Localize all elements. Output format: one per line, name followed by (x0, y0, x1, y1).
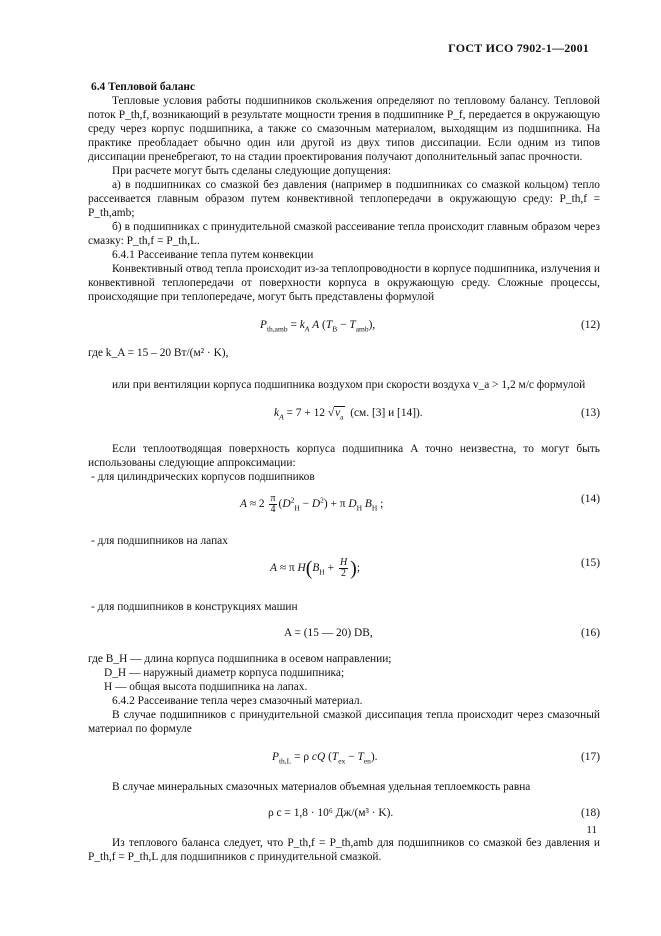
case-feet: - для подшипников на лапах (91, 535, 228, 547)
equation-14 (88, 484, 600, 530)
assumption-b: б) в подшипниках с принудительной смазкой рассеивание тепла происходит главным образом через смазку: P_th,f = P_th,L. (88, 221, 600, 247)
equation-18 (88, 794, 600, 832)
paragraph-mineral: В случае минеральных смазочных материалов объемная удельная теплоемкость равна (112, 781, 531, 793)
case-cylindrical: - для цилиндрических корпусов подшипников (91, 471, 315, 483)
legend-H: H — общая высота подшипника на лапах. (104, 681, 308, 693)
case-machines: - для подшипников в конструкциях машин (91, 601, 298, 613)
equation-number-17: (17) (581, 751, 600, 763)
equation-number-18: (18) (581, 807, 600, 819)
assumption-a: а) в подшипниках со смазкой без давления (например в подшипниках со смазкой кольцом) тепло рассеивается главным образом путем конвективной теплопередачи в окружающую среду: P_th,f = P_th,amb; (88, 179, 600, 219)
paragraph-conclusion: Из теплового баланса следует, что P_th,f = P_th,amb для подшипников со смазкой без давления и P_th,f = P_th,L для подшипников с принудительной смазкой. (88, 837, 600, 863)
equation-12 (88, 304, 600, 344)
equation-number-12: (12) (581, 319, 600, 331)
equation-number-14: (14) (581, 493, 600, 505)
formula-17: $P_{th,L} = \rho$ cQ $(T_{ex} - T_{en})$. (272, 751, 378, 766)
legend-B: где B_H — длина корпуса подшипника в осевом направлении; (88, 653, 392, 665)
legend-D: D_H — наружный диаметр корпуса подшипника; (104, 667, 345, 679)
paragraph-convection: Конвективный отвод тепла происходит из-за теплопроводности в корпусе подшипника, излучения и конвективной теплопередачи от поверхности корпуса в окружающую среду. Сложные процессы, происходящие при теплопередаче, могут быть представлены формулой (88, 263, 600, 303)
formula-15: A ≈ π $H(B_H$ + $\frac{H}{2}$ ); (270, 557, 361, 580)
paragraph-where-k: где k_A = 15 – 20 Вт/(м² · K), (88, 347, 229, 359)
paragraph-assumptions: При расчете могут быть сделаны следующие допущения: (112, 165, 392, 177)
formula-18: ρ c = 1,8 · 10⁶ Дж/(м³ · K). (268, 807, 394, 819)
formula-16: A = (15 — 20) DB, (284, 627, 373, 639)
equation-number-16: (16) (581, 627, 600, 639)
paragraph-ventilation: или при вентиляции корпуса подшипника воздухом при скорости воздуха v_a > 1,2 м/с формулой (112, 379, 586, 391)
formula-14: A ≈ 2 $\frac{\pi}{4}$ $(D^2_H - D^2) + \pi$ $D_H$ $B_H$ ; (240, 493, 384, 515)
subsection-6-4-2: 6.4.2 Рассеивание тепла через смазочный материал. (112, 695, 363, 707)
equation-number-15: (15) (581, 557, 600, 569)
section-title: 6.4 Тепловой баланс (91, 81, 196, 93)
equation-number-13: (13) (581, 407, 600, 419)
paragraph-intro: Тепловые условия работы подшипников скольжения определяют по тепловому балансу. Тепловой поток P_th,f, возникающий в результате мощности трения в подшипнике P_f, передается в окружающую среду через корпус подшипника, а также со смазочным материалом, выходящим из подшипника. На практике преобладает обычно один или другой из двух типов диссипации. Если одним из типов диссипации пренебрегают, то на стадии проектирования получают дополнительный запас прочности. (88, 95, 600, 163)
formula-12: $P_{th,amb} = k_A$ A $(T_B - T_{amb})$, (260, 319, 376, 334)
equation-17 (88, 736, 600, 776)
standard-header: ГОСТ ИСО 7902-1—2001 (448, 41, 589, 55)
paragraph-surface: Если теплоотводящая поверхность корпуса подшипника A точно неизвестна, то могут быть использованы следующие аппроксимации: (88, 443, 600, 469)
equation-15 (88, 548, 600, 596)
paragraph-forced: В случае подшипников с принудительной смазкой диссипация тепла происходит через смазочный материал по формуле (88, 709, 600, 735)
page-number: 11 (586, 824, 597, 836)
formula-13: $k_A = 7 + 12$ $√v_a$ (см. [3] и [14]). (274, 407, 423, 422)
page-content (88, 80, 600, 864)
equation-16 (88, 614, 600, 648)
formula-13-note: (см. [3] и [14]). (350, 407, 423, 419)
equation-13 (88, 392, 600, 434)
subsection-6-4-1: 6.4.1 Рассеивание тепла путем конвекции (112, 249, 314, 261)
